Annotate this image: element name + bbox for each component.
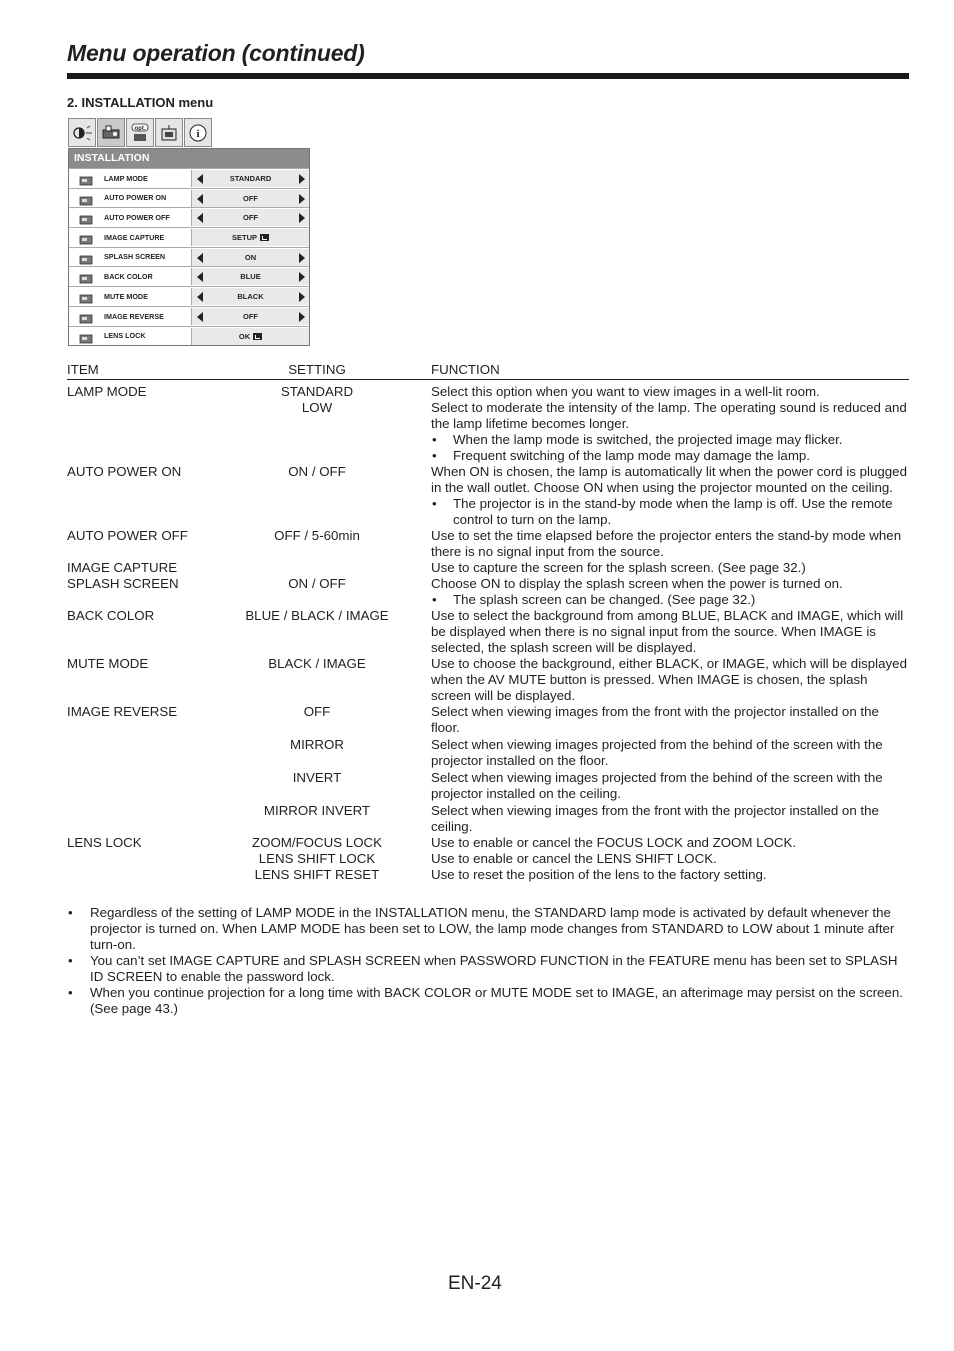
item-cell: AUTO POWER ON: [67, 464, 182, 479]
right-arrow-icon: [299, 292, 305, 302]
note-item: • When you continue projection for a long time with BACK COLOR or MUTE MODE set to IMAGE, an afterimage may persist on the screen. (See page 43.): [67, 985, 909, 1017]
function-text: Select to moderate the intensity of the lamp. The operating sound is reduced and the lamp lifetime becomes longer.: [431, 400, 907, 431]
info-icon: [184, 118, 212, 147]
osd-menu-illustration: [68, 118, 310, 346]
notes-list: [67, 905, 909, 1017]
osd-row-value-text: BLUE: [240, 272, 261, 282]
setting-block: [67, 704, 909, 736]
function-cell: [431, 737, 909, 769]
osd-row-icon: [79, 173, 94, 184]
function-cell: [431, 835, 909, 851]
function-text: Use to set the time elapsed before the projector enters the stand-by mode when there is no signal input from the source.: [431, 528, 902, 559]
setting-block: [67, 528, 909, 560]
function-cell: [431, 576, 909, 608]
item-cell: LENS LOCK: [67, 835, 142, 850]
option-tab-label: opt.: [134, 125, 146, 132]
function-text: Use to enable or cancel the FOCUS LOCK and ZOOM LOCK.: [431, 835, 797, 850]
osd-row-value: [191, 288, 309, 305]
osd-rows: [69, 168, 309, 345]
function-text: Choose ON to display the splash screen when the power is turned on.: [431, 576, 843, 591]
right-arrow-icon: [299, 194, 305, 204]
function-text: Use to enable or cancel the LENS SHIFT LOCK.: [431, 851, 717, 866]
setting-cell: LENS SHIFT LOCK: [258, 851, 376, 866]
table-header: [67, 362, 909, 380]
setting-block: [67, 464, 909, 528]
header-item: ITEM: [67, 362, 99, 377]
osd-row-icon: [79, 331, 94, 342]
function-text: When ON is chosen, the lamp is automatically lit when the power cord is plugged in the wall outlet. Choose ON when using the projector mounted on the ceiling.: [431, 464, 907, 495]
osd-row-label: IMAGE REVERSE: [104, 311, 164, 321]
item-cell: IMAGE CAPTURE: [67, 560, 178, 575]
osd-row-value-text: OFF: [243, 311, 258, 321]
setting-block: [67, 867, 909, 883]
page-title: Menu operation (continued): [67, 40, 365, 66]
option-icon: [126, 118, 154, 147]
function-cell: [431, 608, 909, 656]
osd-tabs: [68, 118, 213, 149]
osd-row-label: MUTE MODE: [104, 291, 148, 301]
osd-row-value-text: OFF: [243, 213, 258, 223]
function-cell: [431, 803, 909, 835]
right-arrow-icon: [299, 312, 305, 322]
table-row: [67, 608, 909, 656]
picture-icon: [68, 118, 96, 147]
function-text: Select when viewing images projected from the behind of the screen with the projector installed on the floor.: [431, 737, 883, 768]
function-cell: [431, 464, 909, 528]
left-arrow-icon: [197, 312, 203, 322]
osd-row: [69, 326, 309, 346]
function-bullet: • The projector is in the stand-by mode when the lamp is off. Use the remote control to turn on the lamp.: [431, 496, 909, 528]
function-cell: [431, 770, 909, 802]
osd-row-label: AUTO POWER ON: [104, 193, 167, 203]
function-text: Use to choose the background, either BLACK, or IMAGE, which will be displayed when the AV MUTE button is pressed. When IMAGE is chosen, the splash screen will be displayed.: [431, 656, 907, 703]
function-bullet: • When the lamp mode is switched, the projected image may flicker.: [431, 432, 909, 448]
function-cell: [431, 384, 909, 400]
osd-row-value: [191, 308, 309, 325]
function-bullet: • The splash screen can be changed. (See page 32.): [431, 592, 909, 608]
feature-icon: [155, 118, 183, 147]
function-cell: [431, 867, 909, 883]
table-row: [67, 464, 909, 528]
setting-cell: LOW: [301, 400, 333, 415]
setting-block: [67, 770, 909, 802]
table-row: [67, 656, 909, 704]
osd-row-label: LAMP MODE: [104, 173, 148, 183]
osd-row-value: [191, 190, 309, 207]
item-cell: MUTE MODE: [67, 656, 149, 671]
setting-cell: OFF / 5-60min: [274, 528, 360, 543]
table-row: [67, 384, 909, 464]
setting-block: [67, 400, 909, 464]
setting-block: [67, 851, 909, 867]
setting-cell: BLACK / IMAGE: [268, 656, 366, 671]
right-arrow-icon: [299, 213, 305, 223]
header-setting: SETTING: [288, 362, 346, 377]
setting-block: [67, 737, 909, 769]
osd-row: [69, 306, 309, 326]
osd-row-icon: [79, 212, 94, 223]
osd-row-value-text: SETUP: [231, 233, 257, 243]
page-number: EN-24: [448, 1273, 502, 1294]
function-text: Use to capture the screen for the splash screen. (See page 32.): [431, 560, 806, 575]
function-text: Use to select the background from among BLUE, BLACK and IMAGE, which will be displayed when there is no signal input from the source. When IMAGE is selected, the splash screen will be displayed.: [431, 608, 904, 655]
osd-row-label: SPLASH SCREEN: [104, 252, 166, 262]
function-cell: [431, 704, 909, 736]
osd-row: [69, 207, 309, 227]
osd-row-label: BACK COLOR: [104, 272, 153, 282]
settings-table: [67, 362, 909, 883]
setting-cell: LENS SHIFT RESET: [254, 867, 380, 882]
setting-block: [67, 576, 909, 608]
osd-row: [69, 227, 309, 247]
right-arrow-icon: [299, 253, 305, 263]
setting-cell: ZOOM/FOCUS LOCK: [251, 835, 383, 850]
title-rule: [67, 73, 909, 79]
osd-row-icon: [79, 271, 94, 282]
setting-block: [67, 608, 909, 656]
function-text: Select when viewing images projected from the behind of the screen with the projector installed on the ceiling.: [431, 770, 883, 801]
right-arrow-icon: [299, 174, 305, 184]
setting-block: [67, 656, 909, 704]
installation-icon: [97, 118, 125, 147]
osd-row: [69, 247, 309, 267]
setting-cell: MIRROR: [290, 737, 344, 752]
left-arrow-icon: [197, 194, 203, 204]
table-row: [67, 528, 909, 560]
item-cell: SPLASH SCREEN: [67, 576, 179, 591]
osd-row-value: [191, 229, 309, 246]
item-cell: AUTO POWER OFF: [67, 528, 188, 543]
right-arrow-icon: [299, 272, 305, 282]
osd-row-value: [191, 170, 309, 187]
setting-cell: MIRROR INVERT: [263, 803, 371, 818]
osd-row-value-text: OK: [238, 331, 251, 341]
table-row: [67, 704, 909, 835]
table-row: [67, 560, 909, 576]
osd-row-icon: [79, 311, 94, 322]
function-cell: [431, 528, 909, 560]
setting-cell: BLUE / BLACK / IMAGE: [245, 608, 389, 623]
osd-row-value: [191, 249, 309, 266]
osd-header: INSTALLATION: [69, 149, 309, 168]
header-function: FUNCTION: [431, 362, 500, 377]
osd-row-icon: [79, 291, 94, 302]
setting-cell: ON / OFF: [288, 576, 346, 591]
enter-icon: [253, 333, 262, 340]
function-cell: [431, 560, 909, 576]
setting-block: [67, 384, 909, 400]
osd-row: [69, 168, 309, 188]
left-arrow-icon: [197, 253, 203, 263]
osd-row: [69, 286, 309, 306]
osd-row: [69, 188, 309, 208]
osd-row-icon: [79, 252, 94, 263]
osd-row-value: [191, 209, 309, 226]
osd-row-value-text: OFF: [243, 193, 258, 203]
osd-row-value-text: BLACK: [237, 292, 264, 302]
setting-block: [67, 835, 909, 851]
setting-cell: ON / OFF: [288, 464, 346, 479]
left-arrow-icon: [197, 272, 203, 282]
item-cell: IMAGE REVERSE: [67, 704, 178, 719]
function-cell: [431, 851, 909, 867]
osd-row-value-text: ON: [244, 252, 257, 262]
osd-row-icon: [79, 193, 94, 204]
table-row: [67, 835, 909, 883]
table-body: [67, 380, 909, 883]
section-heading: 2. INSTALLATION menu: [67, 95, 214, 110]
osd-row-value: [191, 268, 309, 285]
item-cell: LAMP MODE: [67, 384, 147, 399]
enter-icon: [260, 234, 269, 241]
osd-row-label: LENS LOCK: [104, 331, 146, 341]
osd-row-label: AUTO POWER OFF: [104, 213, 170, 223]
setting-block: [67, 560, 909, 576]
function-text: Use to reset the position of the lens to the factory setting.: [431, 867, 767, 882]
note-item: • You can’t set IMAGE CAPTURE and SPLASH SCREEN when PASSWORD FUNCTION in the FEATURE menu has been set to SPLASH ID SCREEN to enable the password lock.: [67, 953, 909, 985]
osd-row-value: [191, 328, 309, 345]
setting-cell: STANDARD: [280, 384, 354, 399]
function-bullet: • Frequent switching of the lamp mode may damage the lamp.: [431, 448, 909, 464]
setting-block: [67, 803, 909, 835]
left-arrow-icon: [197, 292, 203, 302]
function-cell: [431, 400, 909, 464]
left-arrow-icon: [197, 213, 203, 223]
osd-row-icon: [79, 232, 94, 243]
item-cell: BACK COLOR: [67, 608, 155, 623]
note-item: • Regardless of the setting of LAMP MODE in the INSTALLATION menu, the STANDARD lamp mode is activated by default whenever the projector is turned on. When LAMP MODE has been set to LOW, the lamp mode changes from STANDARD to LOW about 1 minute after turn-on.: [67, 905, 909, 953]
osd-row: [69, 266, 309, 286]
osd-row-value-text: STANDARD: [229, 174, 272, 183]
function-text: Select this option when you want to view images in a well-lit room.: [431, 384, 820, 399]
osd-row-label: IMAGE CAPTURE: [104, 232, 165, 242]
function-text: Select when viewing images from the front with the projector installed on the floor.: [431, 704, 879, 735]
info-tab-label: i: [196, 127, 200, 140]
left-arrow-icon: [197, 174, 203, 184]
function-text: Select when viewing images from the front with the projector installed on the ceiling.: [431, 803, 879, 834]
table-row: [67, 576, 909, 608]
osd-panel: [68, 148, 310, 346]
setting-cell: OFF: [303, 704, 331, 719]
setting-cell: INVERT: [292, 770, 342, 785]
function-cell: [431, 656, 909, 704]
